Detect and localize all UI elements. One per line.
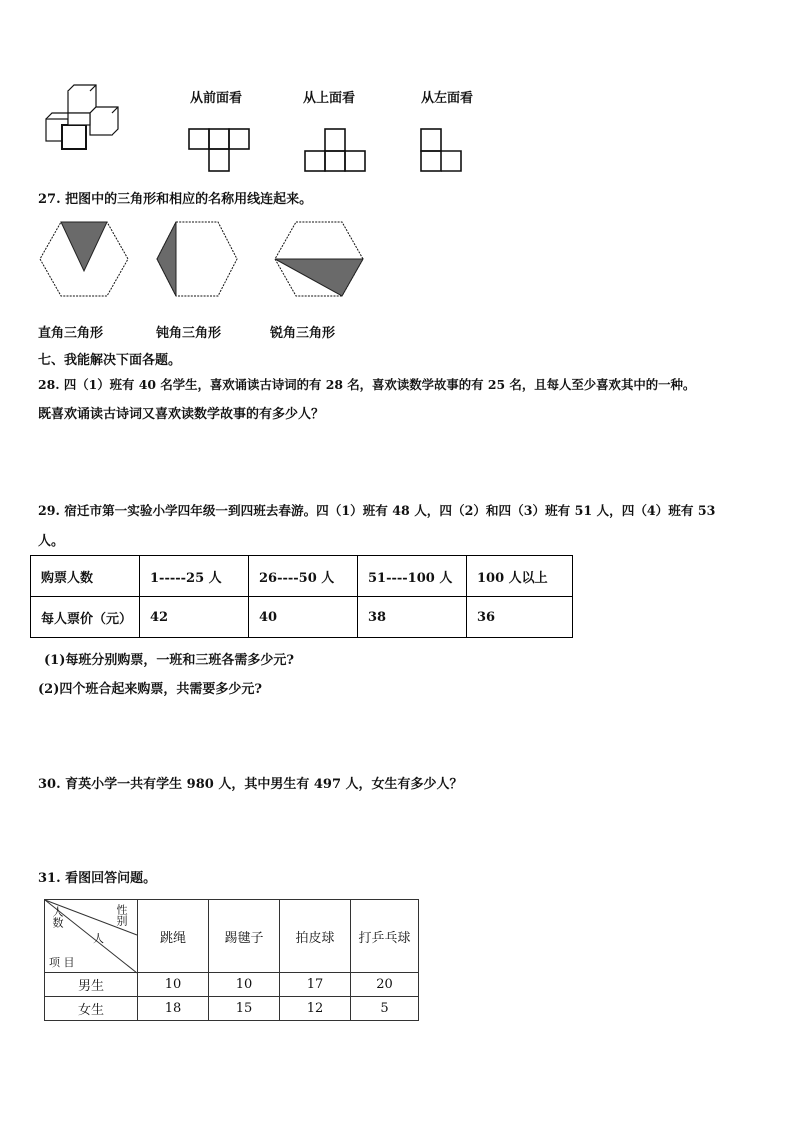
triangle-name-right: 直角三角形 (38, 326, 104, 341)
column-header: 跳绳 (138, 900, 209, 973)
question-27: 27. 把图中的三角形和相应的名称用线连起来。 (38, 192, 313, 207)
view-label-top: 从上面看 (303, 91, 356, 106)
sports-stats-table (44, 899, 419, 1021)
front-view-figure (188, 128, 252, 174)
table-cell: 20 (351, 973, 419, 997)
table-cell: 100 人以上 (467, 556, 573, 597)
table-cell: 每人票价（元） (31, 597, 140, 638)
diag-label-people: 人数 (51, 906, 64, 928)
view-label-front: 从前面看 (190, 91, 243, 106)
table-cell: 26----50 人 (249, 556, 358, 597)
question-31: 31. 看图回答问题。 (38, 871, 157, 886)
ticket-price-table (30, 555, 573, 638)
question-29-line2: 人。 (38, 534, 65, 549)
table-row (45, 997, 419, 1021)
triangle-name-acute: 锐角三角形 (270, 326, 336, 341)
table-cell: 42 (140, 597, 249, 638)
view-label-left: 从左面看 (421, 91, 474, 106)
question-28-line1: 28. 四（1）班有 40 名学生，喜欢诵读古诗词的有 28 名，喜欢读数学故事的有 25 名，且每人至少喜欢其中的一种。 (38, 377, 696, 392)
table-row (45, 973, 419, 997)
table-cell: 51----100 人 (358, 556, 467, 597)
column-header: 踢毽子 (209, 900, 280, 973)
table-cell: 1-----25 人 (140, 556, 249, 597)
section-7-heading: 七、我能解决下面各题。 (38, 353, 182, 368)
table-cell: 17 (280, 973, 351, 997)
column-header: 打乒乓球 (351, 900, 419, 973)
diag-label-gender: 性别 (115, 904, 128, 926)
table-cell: 15 (209, 997, 280, 1021)
hexagon-obtuse-triangle (156, 221, 238, 299)
table-cell: 12 (280, 997, 351, 1021)
triangle-name-obtuse: 钝角三角形 (156, 326, 222, 341)
table-cell: 36 (467, 597, 573, 638)
table-cell: 10 (138, 973, 209, 997)
left-view-figure (420, 128, 466, 174)
question-29-line1: 29. 宿迁市第一实验小学四年级一到四班去春游。四（1）班有 48 人，四（2）和四（3）班有 51 人，四（4）班有 53 (38, 503, 716, 518)
hexagon-acute-triangle (274, 221, 364, 299)
question-28-line2: 既喜欢诵读古诗词又喜欢读数学故事的有多少人？ (38, 407, 325, 422)
column-header: 拍皮球 (280, 900, 351, 973)
diag-label-people2: 人 (93, 932, 104, 945)
top-view-figure (304, 128, 368, 174)
question-29-sub2: (2)四个班合起来购票，共需要多少元? (38, 682, 262, 697)
table-cell: 购票人数 (31, 556, 140, 597)
question-30: 30. 育英小学一共有学生 980 人，其中男生有 497 人，女生有多少人？ (38, 777, 463, 792)
table-cell: 40 (249, 597, 358, 638)
diag-label-item: 项 目 (49, 956, 75, 969)
hexagon-right-triangle (39, 221, 129, 299)
table-cell: 38 (358, 597, 467, 638)
row-label: 男生 (45, 973, 138, 997)
table-cell: 18 (138, 997, 209, 1021)
row-label: 女生 (45, 997, 138, 1021)
table-row (31, 597, 573, 638)
cube-stack-figure (40, 85, 130, 155)
table-cell: 10 (209, 973, 280, 997)
diagonal-header-cell (45, 900, 138, 973)
table-cell: 5 (351, 997, 419, 1021)
question-29-sub1: (1)每班分别购票，一班和三班各需多少元? (44, 653, 294, 668)
table-row (31, 556, 573, 597)
table-row (45, 900, 419, 973)
